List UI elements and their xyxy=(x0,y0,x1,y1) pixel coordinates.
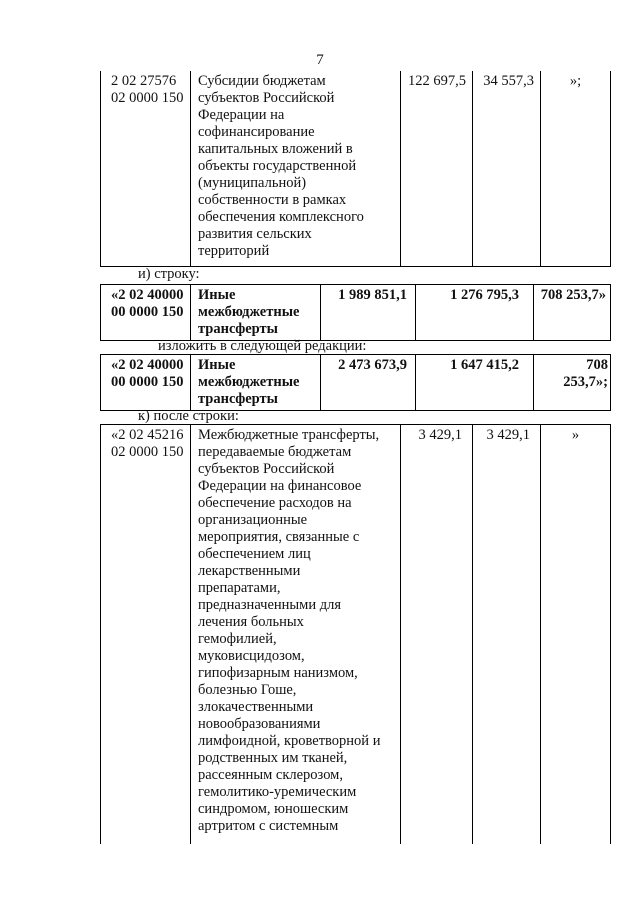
row3-value2: 1 647 415,2 xyxy=(416,355,534,411)
row1-name: Субсидии бюджетам субъектов Российской Федерации на софинансирование капитальных вложений в объекты государственной (муниципальной) собственности в рамках обеспечения комплексного развития сельских территорий xyxy=(198,73,364,259)
row2-value2: 1 276 795,3 xyxy=(416,285,534,341)
row4-end: » xyxy=(541,425,611,845)
table-row xyxy=(101,285,611,341)
table-row2 xyxy=(100,284,611,341)
row4-name: Межбюджетные трансферты, передаваемые бюджетам субъектов Российской Федерации на финансовое обеспечение расходов на организационные мероприятия, связанные с обеспечением лиц лекарственными препаратами, предназначенными для лечения больных гемофилией, муковисцидозом, гипофизарным нанизмом, болезнью Гоше, злокачественными новообразованиями лимфоидной, кроветворной и родственных им тканей, рассеянным склерозом, гемолитико-уремическим синдромом, юношеским артритом с системным xyxy=(198,427,381,834)
row2-code: «2 02 40000 00 0000 150 xyxy=(111,287,184,320)
row1-value1: 122 697,5 xyxy=(401,71,473,267)
row2-value1: 1 989 851,1 xyxy=(321,285,416,341)
row4-code: «2 02 45216 02 0000 150 xyxy=(111,427,184,460)
row2-value3: 708 253,7» xyxy=(534,285,611,341)
row3-value1: 2 473 673,9 xyxy=(321,355,416,411)
row4-value1: 3 429,1 xyxy=(401,425,473,845)
row1-value2: 34 557,3 xyxy=(473,71,541,267)
table-row xyxy=(101,425,611,845)
label-k: к) после строки: xyxy=(138,408,239,424)
table-row3 xyxy=(100,354,611,411)
table-row4 xyxy=(100,424,611,844)
row3-code: «2 02 40000 00 0000 150 xyxy=(111,357,184,390)
row3-value3: 708 253,7»; xyxy=(534,355,611,411)
table-row xyxy=(101,71,611,267)
row3-name: Иные межбюджетные трансферты xyxy=(198,357,300,407)
row1-end: »; xyxy=(541,71,611,267)
table-row1 xyxy=(100,71,611,267)
row1-code: 2 02 27576 02 0000 150 xyxy=(111,73,184,106)
label-edit: изложить в следующей редакции: xyxy=(158,338,367,354)
page-number: 7 xyxy=(316,52,324,68)
table-row xyxy=(101,355,611,411)
row2-name: Иные межбюджетные трансферты xyxy=(198,287,300,337)
label-i: и) строку: xyxy=(138,266,200,282)
row4-value2: 3 429,1 xyxy=(473,425,541,845)
